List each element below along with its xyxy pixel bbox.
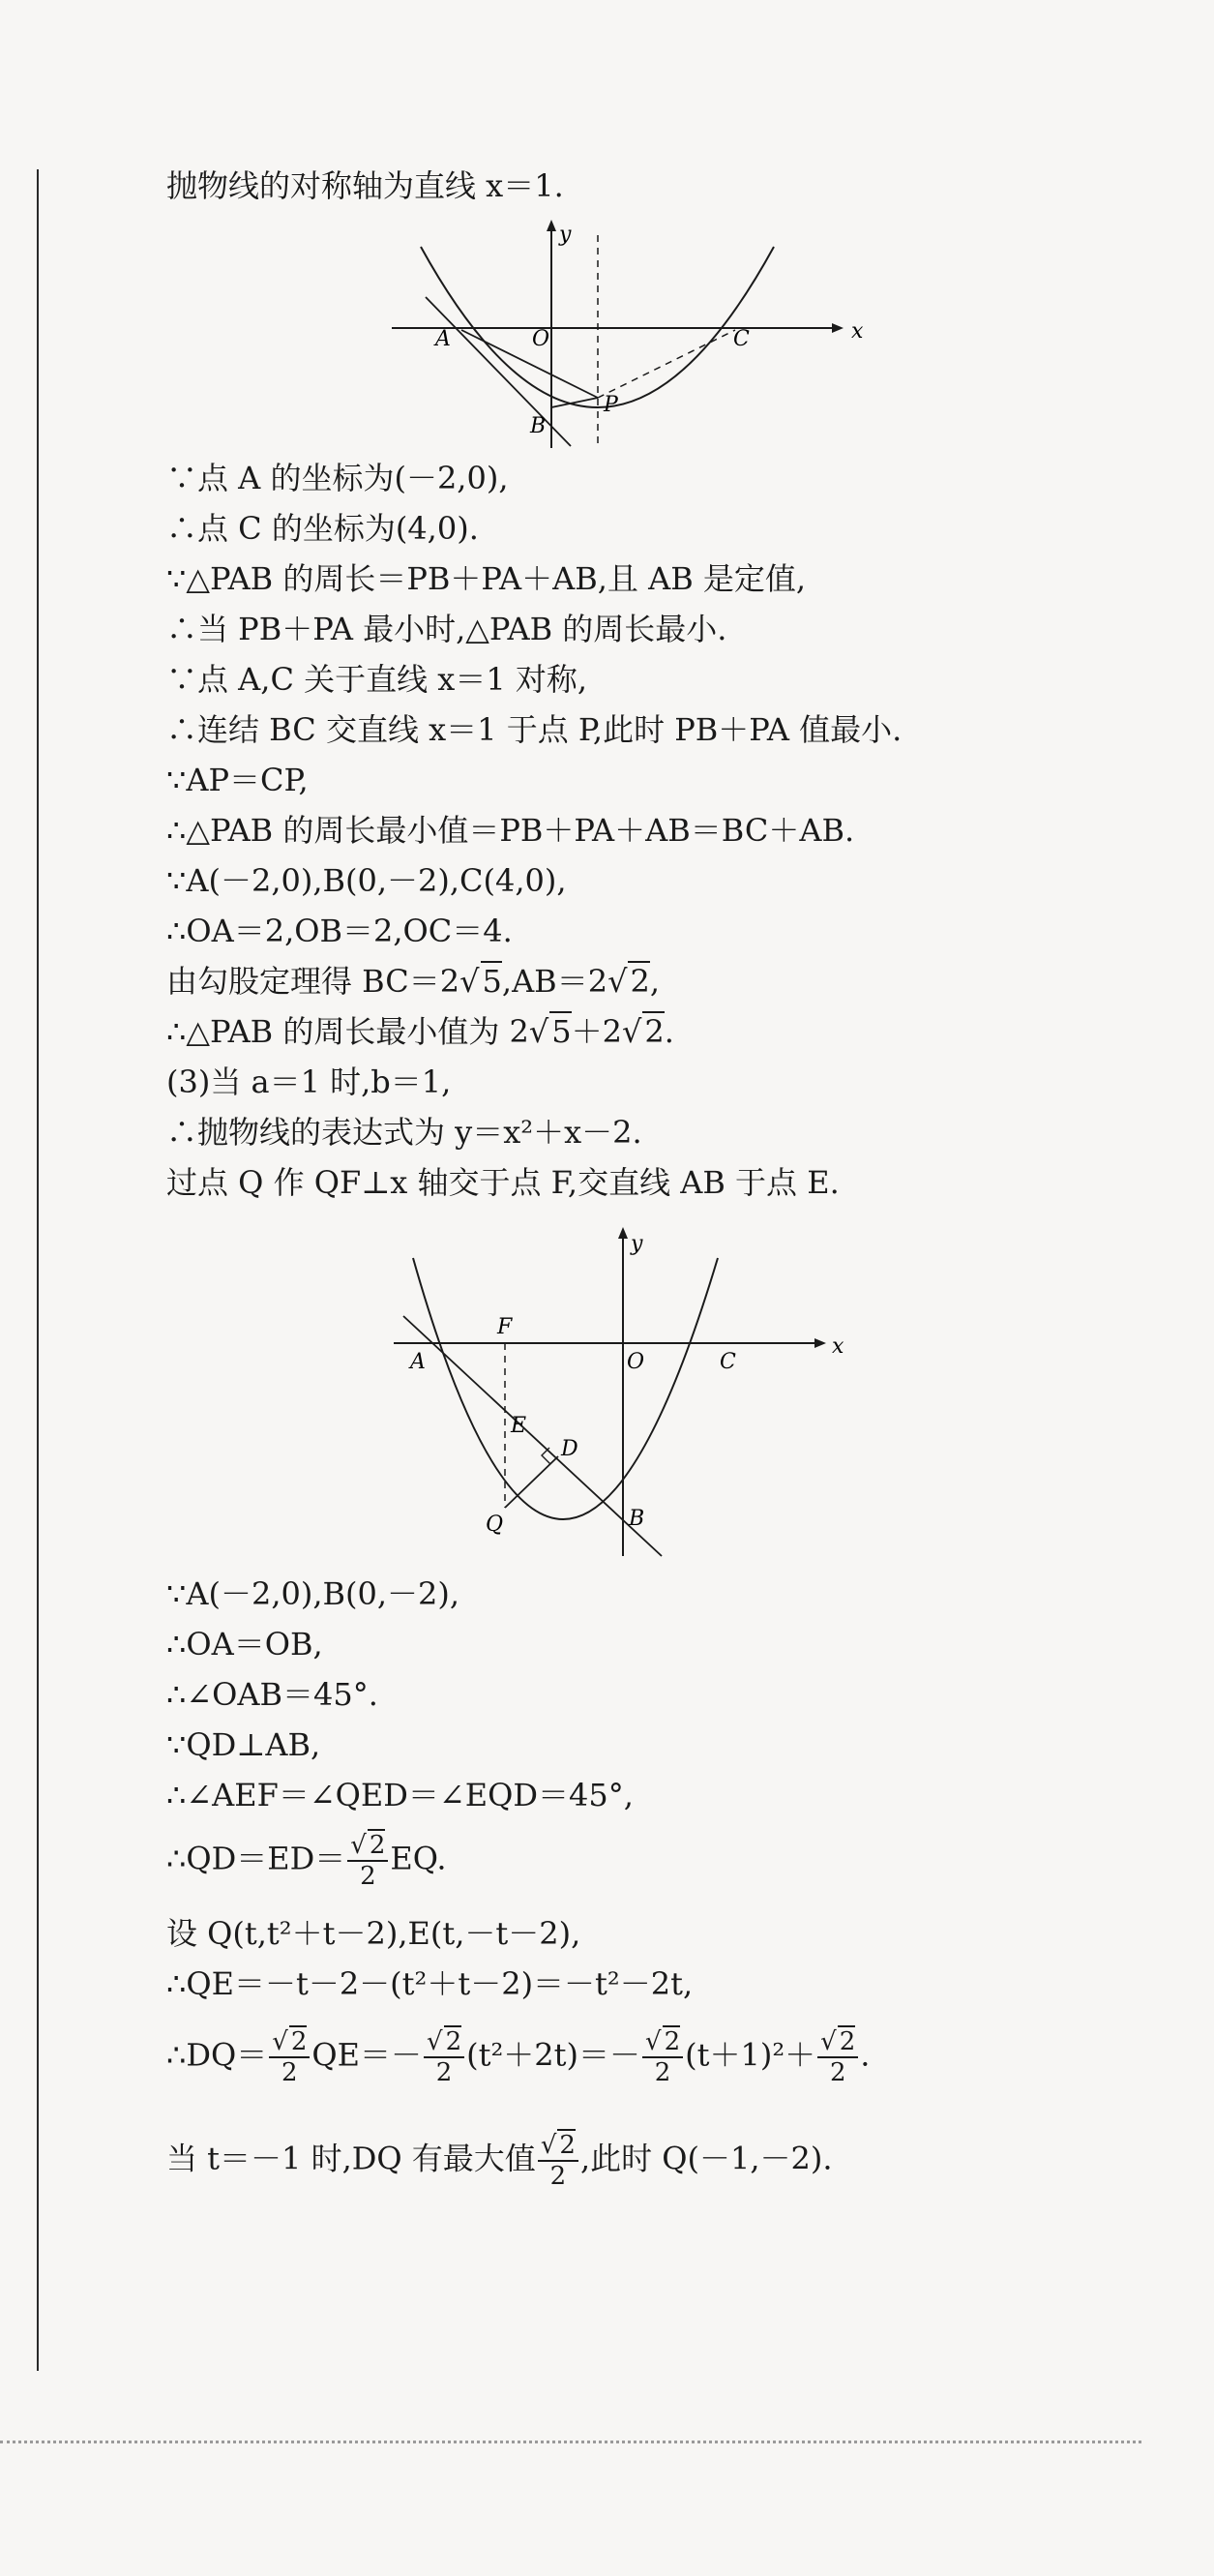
fig1-label-A: A	[435, 327, 451, 351]
text-line: ∵点 A 的坐标为(－2,0),	[166, 460, 509, 496]
fig1-label-y: y	[559, 223, 572, 247]
text-line: ∴连结 BC 交直线 x＝1 于点 P,此时 PB＋PA 值最小.	[166, 711, 903, 748]
fraction-sqrt2-over-2: $\frac{√ 2}{2}$	[538, 2131, 578, 2191]
text-line: ∴∠OAB＝45°.	[166, 1676, 378, 1713]
text-line: ∴点 C 的坐标为(4,0).	[166, 510, 479, 547]
text-line: ∵QD⊥AB,	[166, 1726, 321, 1763]
text-line: ∴∠AEF＝∠QED＝∠EQD＝45°,	[166, 1777, 634, 1813]
figure-2-parabola-diagram	[389, 1219, 1018, 1568]
text-line: ∴QD＝ED＝ $\frac{√ 2}{2}$ EQ.	[166, 1831, 447, 1891]
text-line: (3)当 a＝1 时,b＝1,	[166, 1063, 452, 1100]
text-line: ∴OA＝2,OB＝2,OC＝4.	[166, 913, 513, 949]
fig1-label-C: C	[733, 327, 750, 351]
text-line: ∴△PAB 的周长最小值＝PB＋PA＋AB＝BC＋AB.	[166, 812, 855, 849]
fig2-label-F: F	[497, 1315, 513, 1339]
text-line: 抛物线的对称轴为直线 x＝1.	[166, 167, 564, 204]
fig1-label-B: B	[530, 414, 547, 438]
text-line: ∴DQ＝ $\frac{√ 2}{2}$ QE＝－ $\frac{√ 2}{2}$ (t²＋2t)＝－ $\frac{√ 2}{2}$ (t＋1)²＋ $\frac{√ 2}{2}$ .	[166, 2027, 871, 2087]
fig2-label-O: O	[627, 1350, 645, 1374]
fig2-label-A: A	[410, 1350, 426, 1374]
fig2-label-y: y	[631, 1232, 643, 1256]
fig1-label-O: O	[532, 327, 550, 351]
fig2-label-x: x	[832, 1334, 844, 1359]
text-line: ∴OA＝OB,	[166, 1626, 323, 1662]
text-line: ∴当 PB＋PA 最小时,△PAB 的周长最小.	[166, 611, 727, 647]
fig1-label-x: x	[851, 319, 864, 344]
page-bottom-divider	[0, 2441, 1141, 2443]
fig2-label-B: B	[629, 1507, 645, 1531]
fraction-sqrt2-over-2: $\frac{√ 2}{2}$	[642, 2027, 683, 2087]
text-line: ∵A(－2,0),B(0,－2),	[166, 1575, 460, 1612]
figure-1-parabola-diagram	[387, 218, 1016, 450]
text-line: ∵A(－2,0),B(0,－2),C(4,0),	[166, 862, 567, 899]
text-line: ∵AP＝CP,	[166, 762, 309, 798]
fraction-sqrt2-over-2: $\frac{√ 2}{2}$	[347, 1831, 388, 1891]
text-line: ∴QE＝－t－2－(t²＋t－2)＝－t²－2t,	[166, 1965, 694, 2002]
text-line: ∵点 A,C 关于直线 x＝1 对称,	[166, 661, 588, 698]
fig1-label-P: P	[604, 393, 618, 417]
text-line: ∵△PAB 的周长＝PB＋PA＋AB,且 AB 是定值,	[166, 560, 807, 597]
text-line: 设 Q(t,t²＋t－2),E(t,－t－2),	[166, 1915, 581, 1952]
fig2-label-D: D	[561, 1437, 578, 1461]
text-line: 过点 Q 作 QF⊥x 轴交于点 F,交直线 AB 于点 E.	[166, 1164, 840, 1201]
fig2-label-E: E	[511, 1414, 527, 1438]
page-margin-rule	[37, 169, 39, 2371]
text-line: 由勾股定理得 BC＝2√5,AB＝2√2,	[166, 963, 660, 1000]
fig2-label-C: C	[720, 1350, 736, 1374]
text-line: ∴抛物线的表达式为 y＝x²＋x－2.	[166, 1114, 642, 1151]
fig2-label-Q: Q	[486, 1513, 504, 1537]
text-line: ∴△PAB 的周长最小值为 2√5＋2√2.	[166, 1013, 674, 1050]
fraction-sqrt2-over-2: $\frac{√ 2}{2}$	[817, 2027, 858, 2087]
fraction-sqrt2-over-2: $\frac{√ 2}{2}$	[269, 2027, 310, 2087]
text-line: 当 t＝－1 时,DQ 有最大值 $\frac{√ 2}{2}$ ,此时 Q(－1,－2).	[166, 2131, 833, 2191]
fraction-sqrt2-over-2: $\frac{√ 2}{2}$	[424, 2027, 464, 2087]
